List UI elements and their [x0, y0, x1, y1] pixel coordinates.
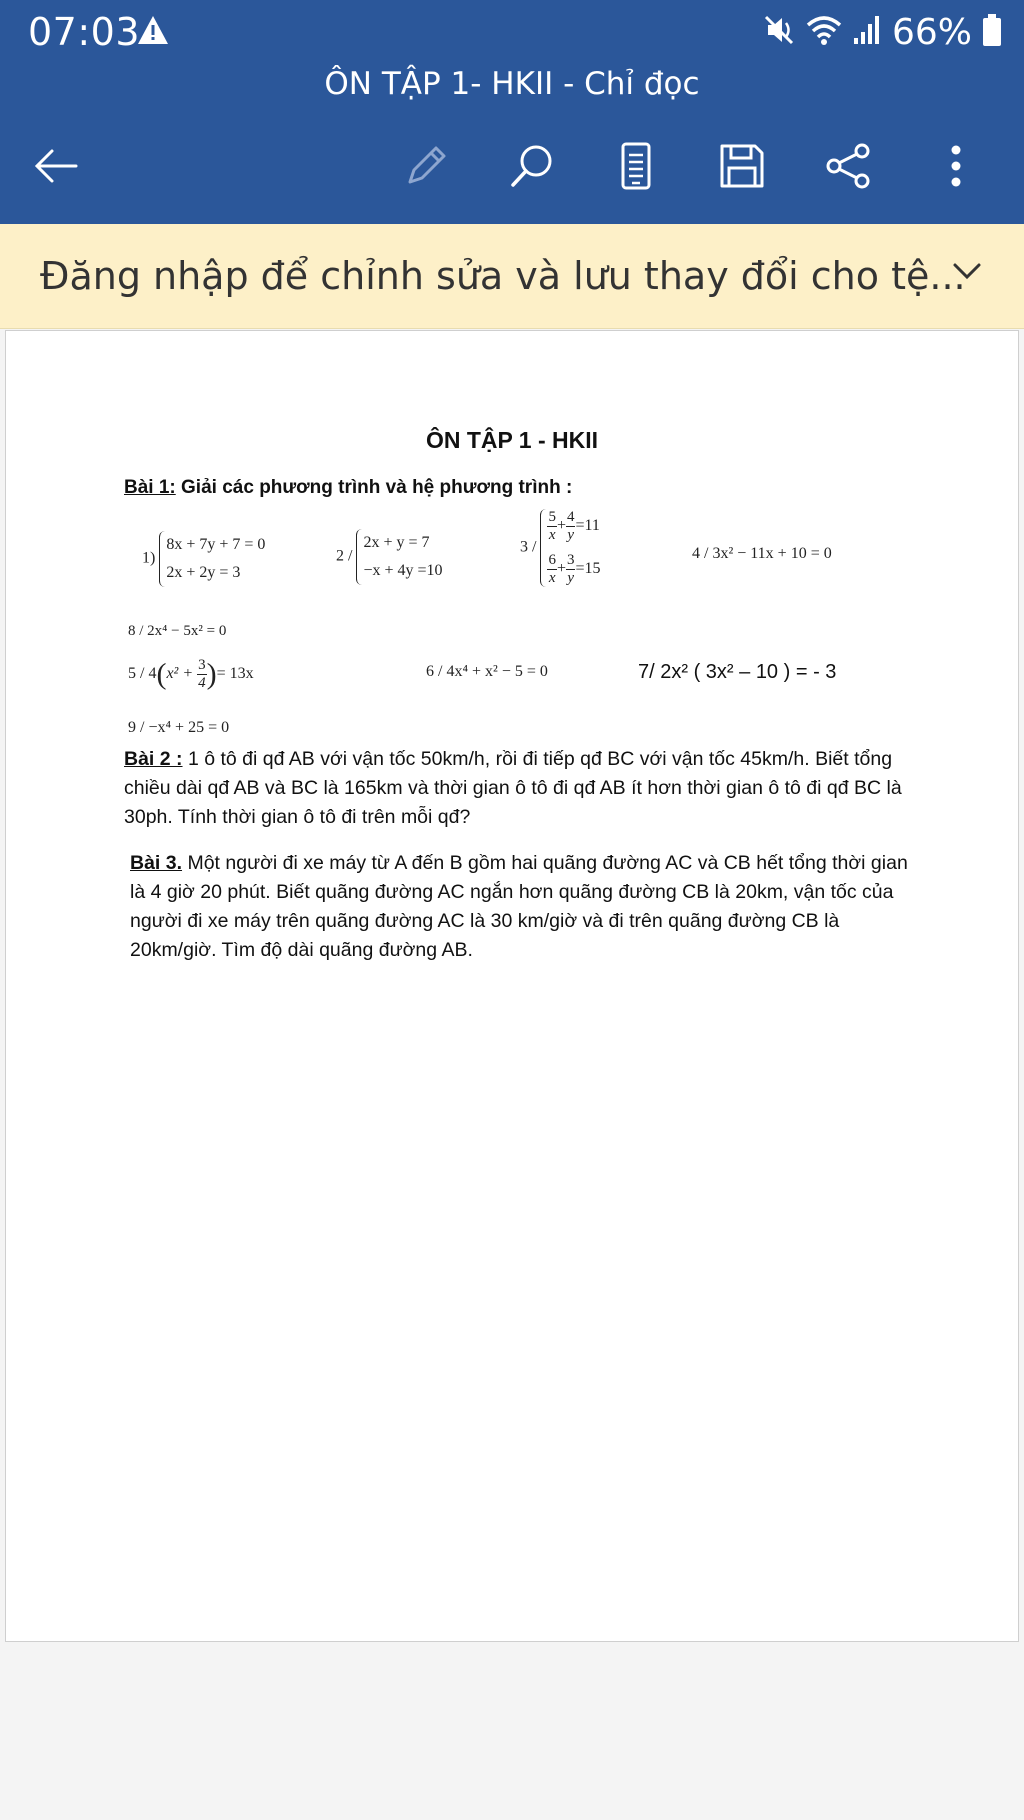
eq3-frac4-den: y — [567, 570, 575, 586]
eq3-number: 3 / — [520, 538, 537, 556]
banner-message: Đăng nhập để chỉnh sửa và lưu thay đổi cho tệ... — [40, 254, 966, 298]
eq3-frac1-num: 5 — [548, 509, 556, 525]
save-icon[interactable] — [706, 130, 778, 202]
eq2-line2: −x + 4y =10 — [363, 562, 443, 579]
sign-in-banner[interactable] — [0, 224, 1024, 329]
document-heading: ÔN TẬP 1 - HKII — [425, 427, 599, 453]
equation-5: 5 / 4(x² + $\frac{3}{4}$ )= 13x — [128, 657, 254, 691]
bai2-paragraph — [124, 745, 914, 832]
eq5-rhs: = 13x — [216, 665, 254, 683]
reading-view-icon[interactable] — [600, 130, 672, 202]
eq1-line1: 8x + 7y + 7 = 0 — [166, 536, 266, 553]
bai3-paragraph — [130, 849, 912, 965]
share-icon[interactable] — [812, 130, 884, 202]
bai3-text: Một người đi xe máy từ A đến B gồm hai quãng đường AC và CB hết tổng thời gian là 4 giờ 20 phút. Biết quãng đường AC ngắn hơn quãng đường CB là 20km, vận tốc của người đi xe máy trên quãng đường AC là 30 km/giờ và đi trên quãng đường CB là 20km/giờ. Tìm độ dài quãng đường AB. — [130, 852, 908, 961]
equation-6: 6 / 4x⁴ + x² − 5 = 0 — [426, 663, 548, 680]
pencil-icon[interactable] — [390, 130, 462, 202]
equation-1 — [142, 531, 265, 587]
equation-4: 4 / 3x² − 11x + 10 = 0 — [692, 545, 832, 562]
battery-percent: 66% — [891, 11, 972, 53]
document-title: ÔN TẬP 1- HKII - Chỉ đọc — [324, 66, 700, 102]
bai2-label: Bài 2 : — [124, 748, 183, 770]
status-bar — [0, 0, 1024, 64]
search-icon[interactable] — [496, 130, 568, 202]
eq3-frac2-den: y — [567, 527, 575, 543]
equation-3: 3 / $\frac{5}{x}$ + $\frac{4}{y}$ =11 $\frac{6}{x}$ + $\frac{3}{y}$ =15 — [520, 509, 601, 586]
eq5-frac-num: 3 — [198, 657, 206, 673]
eq3-frac1-den: x — [548, 527, 556, 543]
app-bar — [0, 0, 1024, 224]
eq1-number: 1) — [142, 549, 156, 567]
chevron-down-icon[interactable] — [950, 254, 984, 293]
eq3-frac3-den: x — [548, 570, 556, 586]
back-arrow-icon[interactable] — [20, 130, 92, 202]
eq3-frac3-num: 6 — [548, 552, 556, 568]
battery-icon — [982, 13, 1002, 52]
eq5-prefix: 5 / 4 — [128, 665, 157, 683]
eq3-rhs1: =11 — [575, 517, 600, 535]
bai1-line — [124, 477, 572, 499]
eq1-line2: 2x + 2y = 3 — [166, 564, 241, 581]
document-content — [6, 331, 1018, 1641]
mute-icon — [762, 13, 796, 52]
eq2-number: 2 / — [336, 547, 353, 565]
status-time: 07:03 — [28, 10, 141, 54]
equation-7: 7/ 2x² ( 3x² – 10 ) = - 3 — [638, 661, 837, 683]
toolbar — [0, 130, 1024, 202]
signal-icon — [852, 14, 882, 51]
equation-9: 9 / −x⁴ + 25 = 0 — [128, 719, 230, 736]
bai1-label: Bài 1: — [124, 477, 176, 498]
equation-2 — [336, 529, 443, 585]
eq5-x2: x² + — [166, 665, 194, 683]
document-page[interactable] — [5, 330, 1019, 1642]
equation-8: 8 / 2x⁴ − 5x² = 0 — [128, 623, 227, 639]
eq3-rhs2: =15 — [575, 560, 601, 578]
wifi-icon — [806, 13, 842, 52]
bai1-text: Giải các phương trình và hệ phương trình : — [175, 477, 573, 498]
eq3-frac4-num: 3 — [566, 552, 575, 568]
more-vert-icon[interactable] — [920, 130, 992, 202]
warning-icon — [136, 14, 170, 51]
eq2-line1: 2x + y = 7 — [363, 534, 430, 551]
bai2-text: 1 ô tô đi qđ AB với vận tốc 50km/h, rồi đi tiếp qđ BC với vận tốc 45km/h. Biết tổng chiều dài qđ AB và BC là 165km và thời gian ô tô đi qđ AB ít hơn thời gian ô tô đi qđ BC là 30ph. Tính thời gian ô tô đi trên mỗi qđ? — [124, 748, 902, 828]
eq3-frac2-num: 4 — [566, 509, 575, 525]
eq5-frac-den: 4 — [198, 675, 206, 691]
bai3-label: Bài 3. — [130, 852, 183, 874]
